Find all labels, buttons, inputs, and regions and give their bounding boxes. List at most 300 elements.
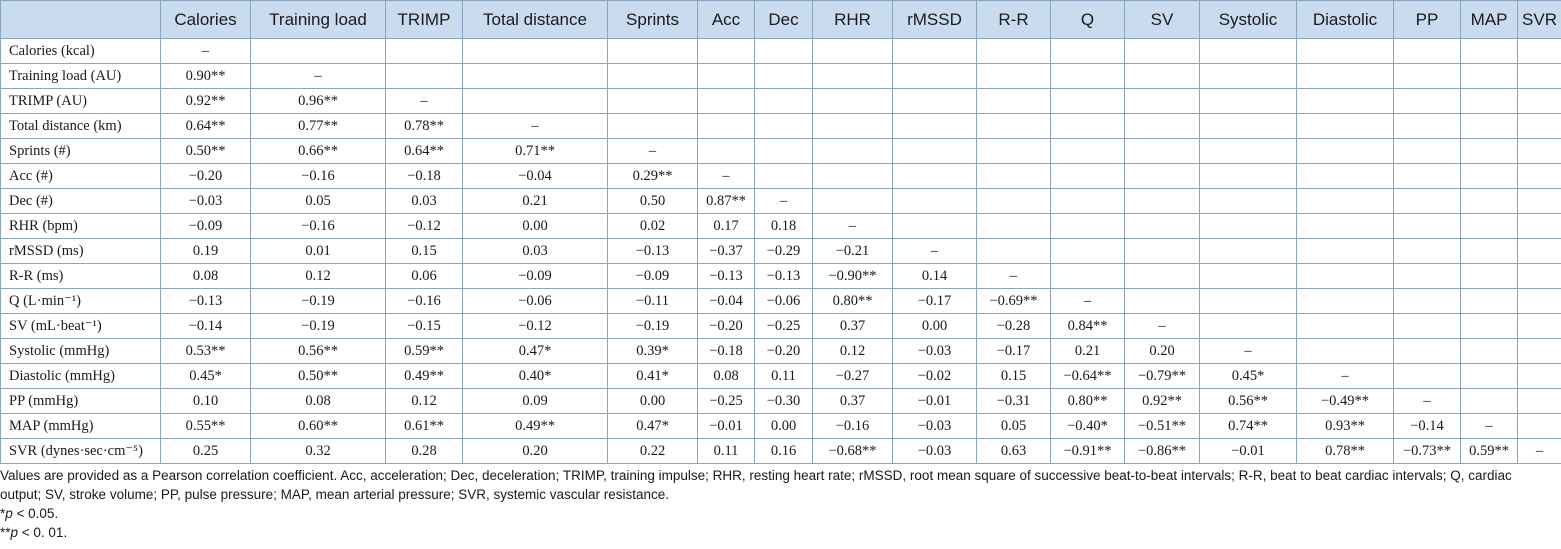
correlation-cell: – <box>463 114 608 139</box>
correlation-cell: 0.02 <box>608 214 698 239</box>
correlation-cell <box>813 89 893 114</box>
correlation-cell <box>1125 139 1200 164</box>
correlation-cell: 0.32 <box>251 439 386 464</box>
correlation-cell <box>755 39 813 64</box>
correlation-cell: – <box>893 239 977 264</box>
correlation-cell <box>1518 139 1561 164</box>
correlation-cell: 0.15 <box>977 364 1051 389</box>
correlation-cell: 0.20 <box>1125 339 1200 364</box>
row-label: Calories (kcal) <box>1 39 161 64</box>
correlation-cell: −0.29 <box>755 239 813 264</box>
correlation-cell <box>755 164 813 189</box>
row-label: Acc (#) <box>1 164 161 189</box>
correlation-cell: 0.05 <box>251 189 386 214</box>
correlation-cell <box>698 139 755 164</box>
correlation-cell <box>1461 64 1518 89</box>
correlation-cell <box>698 114 755 139</box>
correlation-cell: −0.73** <box>1394 439 1461 464</box>
correlation-cell: −0.01 <box>698 414 755 439</box>
correlation-cell: 0.37 <box>813 314 893 339</box>
correlation-cell: −0.12 <box>463 314 608 339</box>
correlation-cell: −0.16 <box>386 289 463 314</box>
correlation-cell: −0.27 <box>813 364 893 389</box>
row-label: R-R (ms) <box>1 264 161 289</box>
column-header: Total distance <box>463 1 608 39</box>
correlation-cell: −0.16 <box>251 164 386 189</box>
correlation-cell: −0.03 <box>893 339 977 364</box>
correlation-cell: −0.37 <box>698 239 755 264</box>
correlation-cell <box>463 64 608 89</box>
row-label: Systolic (mmHg) <box>1 339 161 364</box>
correlation-cell <box>1297 189 1394 214</box>
table-row <box>1 114 1561 139</box>
correlation-cell: 0.56** <box>251 339 386 364</box>
correlation-cell <box>1394 114 1461 139</box>
column-header: Q <box>1051 1 1125 39</box>
column-header: Acc <box>698 1 755 39</box>
correlation-cell: 0.28 <box>386 439 463 464</box>
correlation-cell <box>1297 114 1394 139</box>
correlation-cell <box>1518 64 1561 89</box>
column-header: Training load <box>251 1 386 39</box>
correlation-cell <box>977 114 1051 139</box>
correlation-cell: −0.68** <box>813 439 893 464</box>
correlation-cell <box>608 64 698 89</box>
correlation-cell <box>1461 164 1518 189</box>
correlation-cell <box>1461 89 1518 114</box>
correlation-cell <box>1297 214 1394 239</box>
correlation-cell: 0.61** <box>386 414 463 439</box>
correlation-cell: 0.56** <box>1200 389 1297 414</box>
correlation-cell: −0.11 <box>608 289 698 314</box>
correlation-cell <box>813 39 893 64</box>
correlation-cell <box>813 114 893 139</box>
correlation-cell: 0.53** <box>161 339 251 364</box>
correlation-cell: – <box>1125 314 1200 339</box>
correlation-cell <box>608 89 698 114</box>
correlation-cell <box>893 89 977 114</box>
table-row <box>1 39 1561 64</box>
column-header: PP <box>1394 1 1461 39</box>
correlation-cell <box>1051 139 1125 164</box>
correlation-cell: 0.78** <box>1297 439 1394 464</box>
correlation-cell: 0.66** <box>251 139 386 164</box>
correlation-cell <box>1125 64 1200 89</box>
correlation-cell <box>1461 389 1518 414</box>
correlation-cell <box>698 89 755 114</box>
correlation-cell: – <box>1518 439 1561 464</box>
correlation-cell <box>1394 139 1461 164</box>
correlation-cell <box>1394 64 1461 89</box>
correlation-cell <box>1461 214 1518 239</box>
correlation-cell <box>1394 239 1461 264</box>
table-row <box>1 264 1561 289</box>
correlation-cell: 0.21 <box>463 189 608 214</box>
correlation-cell: −0.18 <box>698 339 755 364</box>
correlation-cell: 0.00 <box>463 214 608 239</box>
correlation-cell <box>1297 264 1394 289</box>
column-header: MAP <box>1461 1 1518 39</box>
correlation-cell <box>1200 114 1297 139</box>
correlation-cell: 0.87** <box>698 189 755 214</box>
correlation-cell <box>698 64 755 89</box>
correlation-cell <box>1461 364 1518 389</box>
correlation-cell <box>1125 164 1200 189</box>
correlation-cell: −0.13 <box>161 289 251 314</box>
correlation-cell: 0.80** <box>1051 389 1125 414</box>
correlation-cell: −0.16 <box>813 414 893 439</box>
correlation-cell <box>1125 189 1200 214</box>
correlation-cell <box>1051 164 1125 189</box>
correlation-cell: 0.59** <box>1461 439 1518 464</box>
correlation-cell: 0.59** <box>386 339 463 364</box>
correlation-cell: −0.09 <box>463 264 608 289</box>
correlation-cell: 0.06 <box>386 264 463 289</box>
correlation-cell: −0.02 <box>893 364 977 389</box>
correlation-cell <box>1461 289 1518 314</box>
row-label: rMSSD (ms) <box>1 239 161 264</box>
row-label: PP (mmHg) <box>1 389 161 414</box>
correlation-cell: 0.50** <box>251 364 386 389</box>
correlation-cell: 0.17 <box>698 214 755 239</box>
row-label: Dec (#) <box>1 189 161 214</box>
correlation-cell <box>1461 139 1518 164</box>
correlation-cell: – <box>1394 389 1461 414</box>
footnote-significance-01 <box>0 523 1555 542</box>
table-row <box>1 439 1561 464</box>
correlation-cell <box>893 164 977 189</box>
correlation-cell <box>1518 339 1561 364</box>
correlation-cell <box>1297 339 1394 364</box>
correlation-cell <box>1125 264 1200 289</box>
table-row <box>1 239 1561 264</box>
table-notes <box>0 466 1555 542</box>
correlation-cell <box>1051 239 1125 264</box>
correlation-cell <box>1394 89 1461 114</box>
correlation-cell <box>386 39 463 64</box>
correlation-cell <box>1200 289 1297 314</box>
correlation-cell: – <box>755 189 813 214</box>
correlation-cell <box>1297 64 1394 89</box>
correlation-cell: 0.03 <box>463 239 608 264</box>
correlation-cell: 0.39* <box>608 339 698 364</box>
table-header-row <box>1 1 1561 39</box>
footnote-symbol: ** <box>0 525 11 540</box>
correlation-cell: −0.25 <box>698 389 755 414</box>
table-row <box>1 339 1561 364</box>
correlation-cell <box>1518 214 1561 239</box>
correlation-cell: 0.00 <box>893 314 977 339</box>
correlation-cell: −0.91** <box>1051 439 1125 464</box>
correlation-cell: 0.55** <box>161 414 251 439</box>
correlation-cell <box>1461 189 1518 214</box>
correlation-cell: 0.09 <box>463 389 608 414</box>
correlation-cell <box>463 39 608 64</box>
column-header: Diastolic <box>1297 1 1394 39</box>
table-row <box>1 314 1561 339</box>
correlation-cell: −0.30 <box>755 389 813 414</box>
correlation-cell <box>1518 364 1561 389</box>
row-label: Diastolic (mmHg) <box>1 364 161 389</box>
correlation-cell: 0.45* <box>1200 364 1297 389</box>
correlation-cell <box>755 139 813 164</box>
footnote-p-variable: p <box>5 506 13 521</box>
correlation-cell: – <box>251 64 386 89</box>
footnote-p-variable: p <box>10 525 19 540</box>
correlation-cell <box>1051 114 1125 139</box>
correlation-cell <box>1518 389 1561 414</box>
row-label: TRIMP (AU) <box>1 89 161 114</box>
correlation-cell: −0.64** <box>1051 364 1125 389</box>
column-header: R-R <box>977 1 1051 39</box>
correlation-cell: −0.18 <box>386 164 463 189</box>
correlation-cell <box>1297 289 1394 314</box>
correlation-cell <box>1461 39 1518 64</box>
correlation-cell: −0.04 <box>698 289 755 314</box>
correlation-cell <box>1200 89 1297 114</box>
correlation-cell: −0.51** <box>1125 414 1200 439</box>
correlation-cell: – <box>386 89 463 114</box>
correlation-cell <box>1297 39 1394 64</box>
correlation-cell: 0.11 <box>755 364 813 389</box>
correlation-cell <box>1200 64 1297 89</box>
correlation-cell <box>1518 89 1561 114</box>
column-header: RHR <box>813 1 893 39</box>
correlation-cell: −0.01 <box>893 389 977 414</box>
correlation-cell: −0.69** <box>977 289 1051 314</box>
correlation-cell <box>893 139 977 164</box>
correlation-cell <box>1394 339 1461 364</box>
correlation-cell: −0.19 <box>608 314 698 339</box>
correlation-cell: 0.77** <box>251 114 386 139</box>
correlation-cell: 0.00 <box>608 389 698 414</box>
row-label: Total distance (km) <box>1 114 161 139</box>
correlation-cell <box>893 214 977 239</box>
correlation-cell <box>386 64 463 89</box>
correlation-cell <box>1051 189 1125 214</box>
correlation-cell <box>1297 314 1394 339</box>
correlation-cell <box>1394 289 1461 314</box>
correlation-cell: 0.12 <box>386 389 463 414</box>
correlation-cell: 0.12 <box>251 264 386 289</box>
correlation-cell: −0.01 <box>1200 439 1297 464</box>
correlation-cell: 0.84** <box>1051 314 1125 339</box>
correlation-cell: −0.86** <box>1125 439 1200 464</box>
correlation-cell: 0.08 <box>251 389 386 414</box>
correlation-cell <box>977 39 1051 64</box>
correlation-cell: 0.12 <box>813 339 893 364</box>
correlation-cell: −0.21 <box>813 239 893 264</box>
correlation-cell <box>813 189 893 214</box>
correlation-cell: −0.49** <box>1297 389 1394 414</box>
correlation-cell <box>1051 64 1125 89</box>
correlation-cell <box>1051 89 1125 114</box>
correlation-cell: 0.18 <box>755 214 813 239</box>
correlation-cell <box>1461 339 1518 364</box>
correlation-cell: – <box>1297 364 1394 389</box>
correlation-cell <box>698 39 755 64</box>
correlation-cell <box>1200 39 1297 64</box>
correlation-cell <box>1125 239 1200 264</box>
correlation-cell <box>1200 264 1297 289</box>
correlation-cell <box>1394 214 1461 239</box>
correlation-cell: 0.96** <box>251 89 386 114</box>
correlation-cell: 0.92** <box>161 89 251 114</box>
correlation-cell: −0.04 <box>463 164 608 189</box>
correlation-cell: −0.15 <box>386 314 463 339</box>
column-header: Calories <box>161 1 251 39</box>
correlation-cell: 0.40* <box>463 364 608 389</box>
correlation-cell <box>1518 239 1561 264</box>
correlation-cell: 0.74** <box>1200 414 1297 439</box>
correlation-cell: – <box>1461 414 1518 439</box>
correlation-cell <box>608 114 698 139</box>
column-header: Systolic <box>1200 1 1297 39</box>
correlation-cell: 0.92** <box>1125 389 1200 414</box>
correlation-cell: 0.37 <box>813 389 893 414</box>
table-row <box>1 89 1561 114</box>
correlation-cell: 0.90** <box>161 64 251 89</box>
correlation-cell: – <box>1051 289 1125 314</box>
correlation-cell <box>1297 239 1394 264</box>
row-label: SV (mL·beat⁻¹) <box>1 314 161 339</box>
correlation-cell <box>1461 239 1518 264</box>
correlation-cell: 0.71** <box>463 139 608 164</box>
row-label: RHR (bpm) <box>1 214 161 239</box>
correlation-cell: 0.14 <box>893 264 977 289</box>
column-header: rMSSD <box>893 1 977 39</box>
column-header: SVR <box>1518 1 1561 39</box>
footnote-threshold: < 0. 01. <box>18 525 68 540</box>
correlation-cell <box>1200 189 1297 214</box>
correlation-cell: – <box>1200 339 1297 364</box>
correlation-cell: – <box>608 139 698 164</box>
correlation-cell: −0.17 <box>893 289 977 314</box>
correlation-cell <box>1518 314 1561 339</box>
correlation-cell: 0.20 <box>463 439 608 464</box>
correlation-cell: 0.50 <box>608 189 698 214</box>
correlation-cell <box>1051 39 1125 64</box>
correlation-cell: 0.80** <box>813 289 893 314</box>
correlation-cell <box>1297 164 1394 189</box>
correlation-cell: – <box>813 214 893 239</box>
correlation-cell <box>893 39 977 64</box>
correlation-cell <box>977 64 1051 89</box>
correlation-cell: 0.01 <box>251 239 386 264</box>
correlation-cell: 0.10 <box>161 389 251 414</box>
row-label: MAP (mmHg) <box>1 414 161 439</box>
correlation-cell <box>813 64 893 89</box>
table-row <box>1 414 1561 439</box>
table-row <box>1 364 1561 389</box>
column-header: Sprints <box>608 1 698 39</box>
correlation-cell: – <box>161 39 251 64</box>
correlation-cell <box>1125 289 1200 314</box>
correlation-cell: −0.06 <box>463 289 608 314</box>
correlation-cell: −0.20 <box>755 339 813 364</box>
row-label: Q (L·min⁻¹) <box>1 289 161 314</box>
correlation-cell: 0.03 <box>386 189 463 214</box>
correlation-cell: −0.25 <box>755 314 813 339</box>
correlation-cell: −0.06 <box>755 289 813 314</box>
correlation-cell: −0.03 <box>893 414 977 439</box>
correlation-cell <box>1518 164 1561 189</box>
correlation-cell: −0.14 <box>1394 414 1461 439</box>
correlation-cell: −0.28 <box>977 314 1051 339</box>
correlation-cell: 0.29** <box>608 164 698 189</box>
correlation-cell: −0.19 <box>251 289 386 314</box>
correlation-cell <box>893 189 977 214</box>
correlation-cell: −0.03 <box>161 189 251 214</box>
correlation-cell <box>1394 364 1461 389</box>
correlation-cell: −0.13 <box>698 264 755 289</box>
correlation-cell: −0.14 <box>161 314 251 339</box>
correlation-cell <box>1125 89 1200 114</box>
correlation-cell <box>977 139 1051 164</box>
correlation-cell: 0.45* <box>161 364 251 389</box>
correlation-cell: – <box>698 164 755 189</box>
correlation-cell: −0.19 <box>251 314 386 339</box>
correlation-cell <box>813 164 893 189</box>
footnote-threshold: < 0.05. <box>12 506 59 521</box>
table-row <box>1 214 1561 239</box>
correlation-cell <box>1200 164 1297 189</box>
correlation-cell <box>1518 114 1561 139</box>
correlation-cell <box>813 139 893 164</box>
correlation-cell: 0.00 <box>755 414 813 439</box>
correlation-cell: 0.78** <box>386 114 463 139</box>
correlation-cell: 0.49** <box>386 364 463 389</box>
correlation-cell <box>1518 414 1561 439</box>
correlation-cell <box>1394 264 1461 289</box>
correlation-cell <box>1518 189 1561 214</box>
correlation-cell: −0.12 <box>386 214 463 239</box>
correlation-cell: −0.31 <box>977 389 1051 414</box>
correlation-cell: −0.13 <box>755 264 813 289</box>
correlation-cell: 0.22 <box>608 439 698 464</box>
correlation-cell: 0.41* <box>608 364 698 389</box>
correlation-cell: −0.90** <box>813 264 893 289</box>
correlation-cell: −0.79** <box>1125 364 1200 389</box>
correlation-cell: 0.05 <box>977 414 1051 439</box>
correlation-cell: −0.40* <box>1051 414 1125 439</box>
correlation-cell <box>1200 239 1297 264</box>
correlation-cell <box>977 164 1051 189</box>
correlation-cell <box>1461 114 1518 139</box>
correlation-cell <box>755 89 813 114</box>
correlation-cell <box>1518 39 1561 64</box>
correlation-cell: −0.16 <box>251 214 386 239</box>
correlation-cell <box>1125 114 1200 139</box>
column-header: TRIMP <box>386 1 463 39</box>
table-body <box>1 39 1561 464</box>
correlation-cell: 0.60** <box>251 414 386 439</box>
correlation-cell: 0.64** <box>161 114 251 139</box>
table-row <box>1 389 1561 414</box>
correlation-cell: 0.25 <box>161 439 251 464</box>
column-header: SV <box>1125 1 1200 39</box>
correlation-cell: 0.47* <box>463 339 608 364</box>
table-row <box>1 289 1561 314</box>
correlation-cell <box>755 64 813 89</box>
correlation-cell <box>1394 314 1461 339</box>
correlation-cell <box>1518 289 1561 314</box>
notes-description: Values are provided as a Pearson correlation coefficient. Acc, acceleration; Dec, deceleration; TRIMP, training impulse; RHR, resting heart rate; rMSSD, root mean square of successive beat-to-beat intervals; R-R, beat to beat cardiac intervals; Q, cardiac output; SV, stroke volume; PP, pulse pressure; MAP, mean arterial pressure; SVR, systemic vascular resistance. <box>0 468 1512 502</box>
correlation-cell <box>1051 264 1125 289</box>
correlation-cell <box>1297 89 1394 114</box>
row-label: Training load (AU) <box>1 64 161 89</box>
correlation-cell <box>1125 39 1200 64</box>
